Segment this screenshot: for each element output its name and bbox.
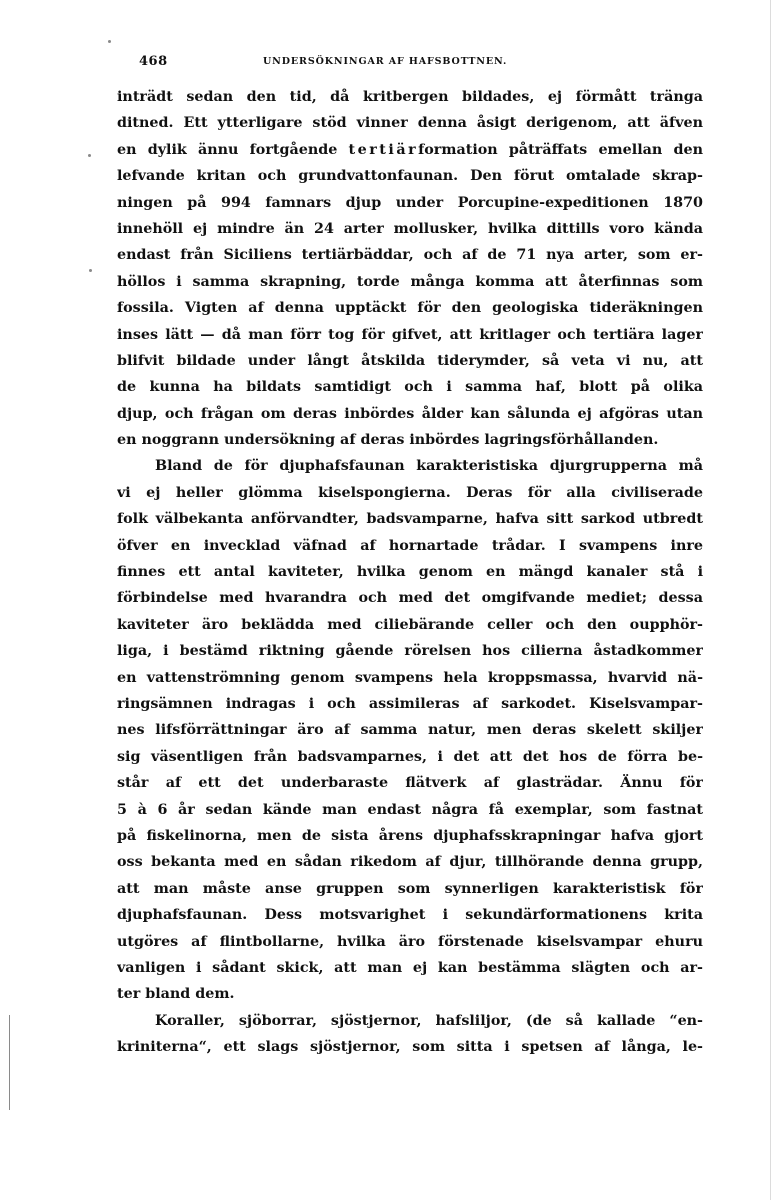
text-line: fossila. Vigten af denna upptäckt för den geologiska tideräkningen xyxy=(117,300,703,317)
text-line: kaviteter äro beklädda med ciliebärande celler och den oupphör- xyxy=(117,616,703,633)
text-line: inträdt sedan den tid, då kritbergen bildades, ej förmått tränga xyxy=(117,89,703,105)
text-line: öfver en invecklad väfnad af hornartade trådar. I svampens inre xyxy=(117,537,703,554)
text-line: djup, och frågan om deras inbördes ålder kan sålunda ej afgöras utan xyxy=(117,405,703,422)
scan-speck xyxy=(108,40,111,43)
text-line: innehöll ej mindre än 24 arter mollusker, hvilka dittills voro kända xyxy=(117,220,703,237)
scan-speck xyxy=(88,154,91,157)
page-header xyxy=(117,54,703,76)
text-line: folk välbekanta anförvandter, badsvamparne, hafva sitt sarkod utbredt xyxy=(117,511,703,528)
body-text xyxy=(117,84,703,1060)
text-line: finnes ett antal kaviteter, hvilka genom en mängd kanaler stå i xyxy=(117,564,703,581)
text-line: djuphafsfaunan. Dess motsvarighet i sekundärformationens krita xyxy=(117,907,703,924)
text-line: en noggrann undersökning af deras inbördes lagringsförhållanden. xyxy=(117,432,659,449)
text-line: lefvande kritan och grundvattonfaunan. Den förut omtalade skrap- xyxy=(117,168,703,185)
text-line: oss bekanta med en sådan rikedom af djur, tillhörande denna grupp, xyxy=(117,854,703,871)
text-line: förbindelse med hvarandra och med det omgifvande mediet; dessa xyxy=(117,590,703,607)
text-line: på fiskelinorna, men de sista årens djuphafsskrapningar hafva gjort xyxy=(117,827,703,844)
text-line: att man måste anse gruppen som synnerligen karakteristisk för xyxy=(117,880,703,897)
text-segment: en dylik ännu fortgående xyxy=(117,141,349,158)
running-head: UNDERSÖKNINGAR AF HAFSBOTTNEN. xyxy=(263,56,508,67)
text-line: ningen på 994 famnars djup under Porcupine-expeditionen 1870 xyxy=(117,194,703,211)
text-line: ditned. Ett ytterligare stöd vinner denna åsigt derigenom, att äfven xyxy=(117,115,703,132)
text-line: sig väsentligen från badsvamparnes, i det att det hos de förra be- xyxy=(117,748,703,765)
text-line: blifvit bildade under långt åtskilda tiderymder, så veta vi nu, att xyxy=(117,352,703,369)
margin-rule xyxy=(9,1015,10,1110)
text-line: endast från Siciliens tertiärbäddar, och af de 71 nya arter, som er- xyxy=(117,247,703,264)
text-line xyxy=(117,137,703,163)
scan-speck xyxy=(89,269,92,272)
text-line: nes lifsförrättningar äro af samma natur, men deras skelett skiljer xyxy=(117,722,703,739)
text-line: Bland de för djuphafsfaunan karakteristiska djurgrupperna må xyxy=(155,458,703,475)
text-line: liga, i bestämd riktning gående rörelsen hos cilierna åstadkommer xyxy=(117,643,703,660)
text-segment: formation påträffats emellan den xyxy=(418,141,703,158)
text-line: ter bland dem. xyxy=(117,986,235,1003)
page-edge-line xyxy=(770,0,771,1200)
text-line: en vattenströmning genom svampens hela kroppsmassa, hvarvid nä- xyxy=(117,669,703,686)
text-line: Koraller, sjöborrar, sjöstjernor, hafsliljor, (de så kallade “en- xyxy=(155,1012,703,1029)
emphasized-word: tertiär xyxy=(348,141,419,158)
text-line: de kunna ha bildats samtidigt och i samma haf, blott på olika xyxy=(117,379,703,396)
text-line: står af ett det underbaraste flätverk af glasträdar. Ännu för xyxy=(117,775,703,792)
text-line: vi ej heller glömma kiselspongierna. Deras för alla civiliserade xyxy=(117,484,703,501)
text-line: inses lätt — då man förr tog för gifvet, att kritlager och tertiära lager xyxy=(117,326,703,343)
page-number: 468 xyxy=(139,54,168,69)
text-line: utgöres af flintbollarne, hvilka äro förstenade kiselsvampar ehuru xyxy=(117,933,703,950)
text-line: kriniterna“, ett slags sjöstjernor, som sitta i spetsen af långa, le- xyxy=(117,1039,703,1056)
text-line: vanligen i sådant skick, att man ej kan bestämma slägten och ar- xyxy=(117,959,703,976)
text-line: höllos i samma skrapning, torde många komma att återfinnas som xyxy=(117,273,703,290)
text-line: ringsämnen indragas i och assimileras af sarkodet. Kiselsvampar- xyxy=(117,695,703,712)
text-line: 5 à 6 år sedan kände man endast några få exemplar, som fastnat xyxy=(117,801,703,818)
